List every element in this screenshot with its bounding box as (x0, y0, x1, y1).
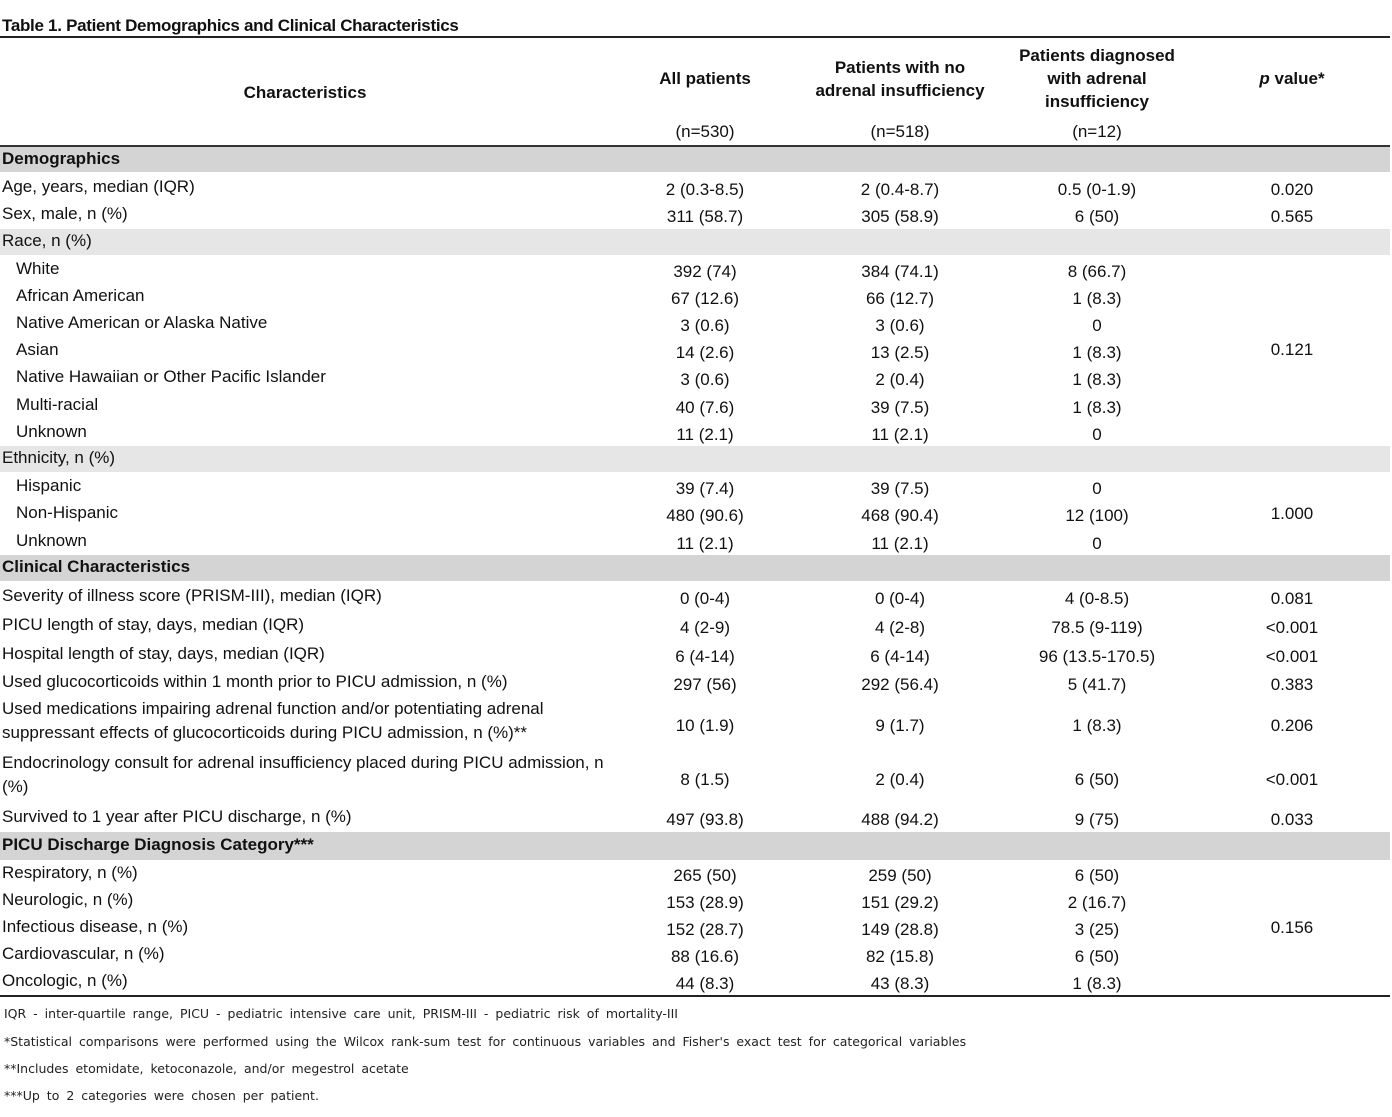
table-row (0, 528, 1390, 555)
value-all-patients: 3 (0.6) (680, 369, 730, 389)
table-row (0, 582, 1390, 611)
value-no-adrenal-insufficiency: 39 (7.5) (870, 397, 930, 417)
row-label: Respiratory, n (%) (2, 862, 138, 882)
table-row (0, 419, 1390, 446)
table-row (0, 860, 1390, 887)
value-adrenal-insufficiency: 8 (66.7) (1067, 261, 1127, 281)
row-label: Multi-racial (16, 394, 99, 414)
value-all-patients: 8 (1.5) (680, 769, 730, 789)
p-value-ethnicity: 1.000 (1270, 504, 1314, 523)
value-all-patients: 392 (74) (673, 261, 737, 281)
bottom-rule (0, 995, 1390, 997)
value-adrenal-insufficiency: 2 (16.7) (1067, 892, 1127, 912)
header-p-value (1192, 67, 1392, 90)
value-all-patients: 40 (7.6) (675, 397, 735, 417)
value-adrenal-insufficiency: 0 (1092, 478, 1102, 498)
row-label: Neurologic, n (%) (2, 889, 134, 909)
p-value-race: 0.121 (1270, 340, 1314, 359)
value-all-patients: 11 (2.1) (676, 533, 734, 553)
row-label: Age, years, median (IQR) (2, 176, 195, 196)
row-label: Used medications impairing adrenal function and/or potentiating adrenal suppressant effects of glucocorticoids during PICU admission, n (%)** (2, 699, 544, 742)
value-adrenal-insufficiency: 1 (8.3) (1072, 715, 1122, 735)
group-row (0, 229, 1390, 255)
value-adrenal-insufficiency: 1 (8.3) (1072, 342, 1122, 362)
table-row (0, 941, 1390, 969)
footnote-categories: ***Up to 2 categories were chosen per patient. (4, 1088, 319, 1103)
value-p: 0.033 (1270, 810, 1314, 829)
value-adrenal-insufficiency: 0 (1092, 533, 1102, 553)
value-adrenal-insufficiency: 1 (8.3) (1072, 397, 1122, 417)
value-no-adrenal-insufficiency: 11 (2.1) (871, 424, 929, 444)
value-all-patients: 153 (28.9) (666, 892, 744, 912)
value-all-patients: 4 (2-9) (679, 617, 731, 637)
section-row (0, 832, 1390, 860)
row-label: Unknown (16, 421, 87, 441)
value-all-patients: 14 (2.6) (675, 342, 735, 362)
row-label: PICU Discharge Diagnosis Category*** (2, 835, 314, 854)
value-no-adrenal-insufficiency: 13 (2.5) (870, 342, 930, 362)
value-no-adrenal-insufficiency: 305 (58.9) (861, 206, 939, 226)
value-no-adrenal-insufficiency: 66 (12.7) (865, 288, 935, 308)
table-row (0, 751, 1390, 804)
value-p: <0.001 (1265, 646, 1319, 666)
table-caption: Table 1. Patient Demographics and Clinical Characteristics (2, 16, 459, 35)
value-no-adrenal-insufficiency: 3 (0.6) (875, 315, 925, 335)
value-adrenal-insufficiency: 9 (75) (1074, 810, 1120, 829)
value-no-adrenal-insufficiency: 4 (2-8) (874, 617, 926, 637)
row-label: White (16, 258, 60, 278)
row-label: Clinical Characteristics (2, 557, 191, 576)
row-label: Hospital length of stay, days, median (IQR) (2, 643, 325, 663)
n-ai: (n=12) (1072, 122, 1122, 141)
table-row (0, 201, 1390, 228)
value-adrenal-insufficiency: 0.5 (0-1.9) (1057, 179, 1137, 199)
value-all-patients: 44 (8.3) (675, 973, 735, 993)
value-all-patients: 152 (28.7) (666, 919, 744, 939)
value-all-patients: 265 (50) (673, 865, 737, 885)
value-no-adrenal-insufficiency: 259 (50) (868, 865, 932, 885)
top-rule (0, 36, 1390, 38)
row-label: Native Hawaiian or Other Pacific Islander (16, 366, 326, 386)
row-label: Hispanic (16, 475, 82, 495)
row-label: Native American or Alaska Native (16, 312, 268, 332)
value-all-patients: 497 (93.8) (666, 810, 744, 829)
row-label: Demographics (2, 149, 121, 168)
table-row (0, 669, 1390, 697)
n-all-patients: (n=530) (675, 122, 735, 141)
value-adrenal-insufficiency: 6 (50) (1074, 947, 1120, 966)
table-row (0, 283, 1390, 310)
value-p: <0.001 (1265, 769, 1319, 789)
table-row (0, 310, 1390, 337)
table-row (0, 804, 1390, 832)
value-adrenal-insufficiency: 1 (8.3) (1072, 973, 1122, 993)
row-label: Ethnicity, n (%) (2, 448, 116, 467)
header-ai-line3: insufficiency (1045, 92, 1149, 111)
table-row (0, 473, 1390, 500)
value-no-adrenal-insufficiency: 11 (2.1) (871, 533, 929, 553)
table-row (0, 256, 1390, 283)
value-no-adrenal-insufficiency: 9 (1.7) (875, 715, 925, 735)
table-row (0, 640, 1390, 669)
value-all-patients: 10 (1.9) (675, 715, 735, 735)
value-adrenal-insufficiency: 3 (25) (1074, 919, 1120, 939)
value-p: 0.020 (1270, 179, 1314, 199)
value-no-adrenal-insufficiency: 488 (94.2) (861, 810, 939, 829)
table-row (0, 337, 1390, 364)
header-characteristics: Characteristics (243, 83, 367, 102)
row-label: Endocrinology consult for adrenal insufficiency placed during PICU admission, n (%) (2, 753, 604, 796)
value-no-adrenal-insufficiency: 0 (0-4) (874, 588, 926, 608)
section-row (0, 555, 1390, 581)
value-adrenal-insufficiency: 6 (50) (1074, 206, 1120, 226)
row-label: Unknown (16, 530, 87, 550)
value-no-adrenal-insufficiency: 2 (0.4) (875, 769, 925, 789)
table-row (0, 174, 1390, 201)
row-label: Cardiovascular, n (%) (2, 944, 165, 963)
value-adrenal-insufficiency: 12 (100) (1065, 506, 1129, 525)
value-p: <0.001 (1265, 617, 1319, 637)
header-adrenal-insufficiency (987, 44, 1207, 113)
value-all-patients: 88 (16.6) (670, 947, 740, 966)
value-no-adrenal-insufficiency: 6 (4-14) (870, 646, 930, 666)
value-no-adrenal-insufficiency: 149 (28.8) (861, 919, 939, 939)
value-adrenal-insufficiency: 0 (1092, 315, 1102, 335)
table-row (0, 392, 1390, 419)
row-label: Race, n (%) (2, 231, 92, 250)
p-rest: value* (1269, 69, 1325, 88)
header-all-patients: All patients (659, 69, 751, 88)
value-all-patients: 67 (12.6) (670, 288, 740, 308)
footnote-abbreviations: IQR - inter-quartile range, PICU - pediatric intensive care unit, PRISM-III - pediatric risk of mortality-III (4, 1006, 678, 1021)
header-ai-line2: with adrenal (1047, 69, 1147, 88)
p-value-diagnosis: 0.156 (1270, 918, 1314, 937)
value-p: 0.081 (1270, 588, 1314, 608)
footnote-medications: **Includes etomidate, ketoconazole, and/or megestrol acetate (4, 1061, 409, 1076)
value-adrenal-insufficiency: 6 (50) (1074, 865, 1120, 885)
value-all-patients: 0 (0-4) (679, 588, 731, 608)
value-no-adrenal-insufficiency: 2 (0.4) (875, 369, 925, 389)
value-adrenal-insufficiency: 0 (1092, 424, 1102, 444)
table-row (0, 887, 1390, 914)
row-label: Infectious disease, n (%) (2, 916, 189, 936)
value-adrenal-insufficiency: 1 (8.3) (1072, 288, 1122, 308)
row-label: Asian (16, 339, 59, 359)
value-no-adrenal-insufficiency: 43 (8.3) (870, 973, 930, 993)
value-no-adrenal-insufficiency: 82 (15.8) (865, 947, 935, 966)
value-p: 0.383 (1270, 675, 1314, 694)
p-italic: p (1259, 69, 1270, 88)
table-row (0, 611, 1390, 640)
value-all-patients: 11 (2.1) (676, 424, 734, 444)
table-row (0, 914, 1390, 941)
table-row (0, 968, 1390, 995)
value-no-adrenal-insufficiency: 151 (29.2) (861, 892, 939, 912)
value-adrenal-insufficiency: 1 (8.3) (1072, 369, 1122, 389)
table-row (0, 500, 1390, 528)
value-no-adrenal-insufficiency: 292 (56.4) (861, 675, 939, 694)
value-adrenal-insufficiency: 6 (50) (1074, 769, 1120, 789)
footnote-statistics: *Statistical comparisons were performed using the Wilcox rank-sum test for continuous variables and Fisher's exact test for categorical variables (4, 1034, 967, 1049)
value-all-patients: 6 (4-14) (675, 646, 735, 666)
header-no-adrenal-insufficiency (790, 56, 1010, 102)
table-row (0, 697, 1390, 750)
header-ai-line1: Patients diagnosed (1019, 46, 1175, 65)
value-p: 0.206 (1270, 715, 1314, 735)
value-no-adrenal-insufficiency: 2 (0.4-8.7) (860, 179, 940, 199)
n-no-ai: (n=518) (870, 122, 930, 141)
value-no-adrenal-insufficiency: 384 (74.1) (861, 261, 939, 281)
row-label: Severity of illness score (PRISM-III), median (IQR) (2, 585, 382, 605)
value-adrenal-insufficiency: 96 (13.5-170.5) (1038, 646, 1156, 666)
value-adrenal-insufficiency: 4 (0-8.5) (1064, 588, 1130, 608)
section-row (0, 147, 1390, 172)
row-label: Used glucocorticoids within 1 month prior to PICU admission, n (%) (2, 672, 508, 691)
table-row (0, 364, 1390, 391)
value-all-patients: 2 (0.3-8.5) (665, 179, 745, 199)
header-no-ai-line1: Patients with no (834, 58, 966, 77)
value-no-adrenal-insufficiency: 468 (90.4) (861, 506, 939, 525)
row-label: PICU length of stay, days, median (IQR) (2, 614, 305, 634)
row-label: Survived to 1 year after PICU discharge, n (%) (2, 807, 352, 826)
row-label: Non-Hispanic (16, 503, 119, 522)
value-all-patients: 3 (0.6) (680, 315, 730, 335)
value-p: 0.565 (1270, 206, 1314, 226)
group-row (0, 446, 1390, 472)
value-all-patients: 480 (90.6) (666, 506, 744, 525)
value-all-patients: 39 (7.4) (675, 478, 735, 498)
value-all-patients: 311 (58.7) (666, 206, 744, 226)
row-label: African American (16, 285, 145, 305)
value-all-patients: 297 (56) (673, 675, 737, 694)
row-label: Oncologic, n (%) (2, 970, 128, 990)
row-label: Sex, male, n (%) (2, 203, 128, 223)
value-adrenal-insufficiency: 5 (41.7) (1067, 675, 1127, 694)
header-no-ai-line2: adrenal insufficiency (815, 81, 985, 100)
value-no-adrenal-insufficiency: 39 (7.5) (870, 478, 930, 498)
value-adrenal-insufficiency: 78.5 (9-119) (1051, 617, 1143, 637)
